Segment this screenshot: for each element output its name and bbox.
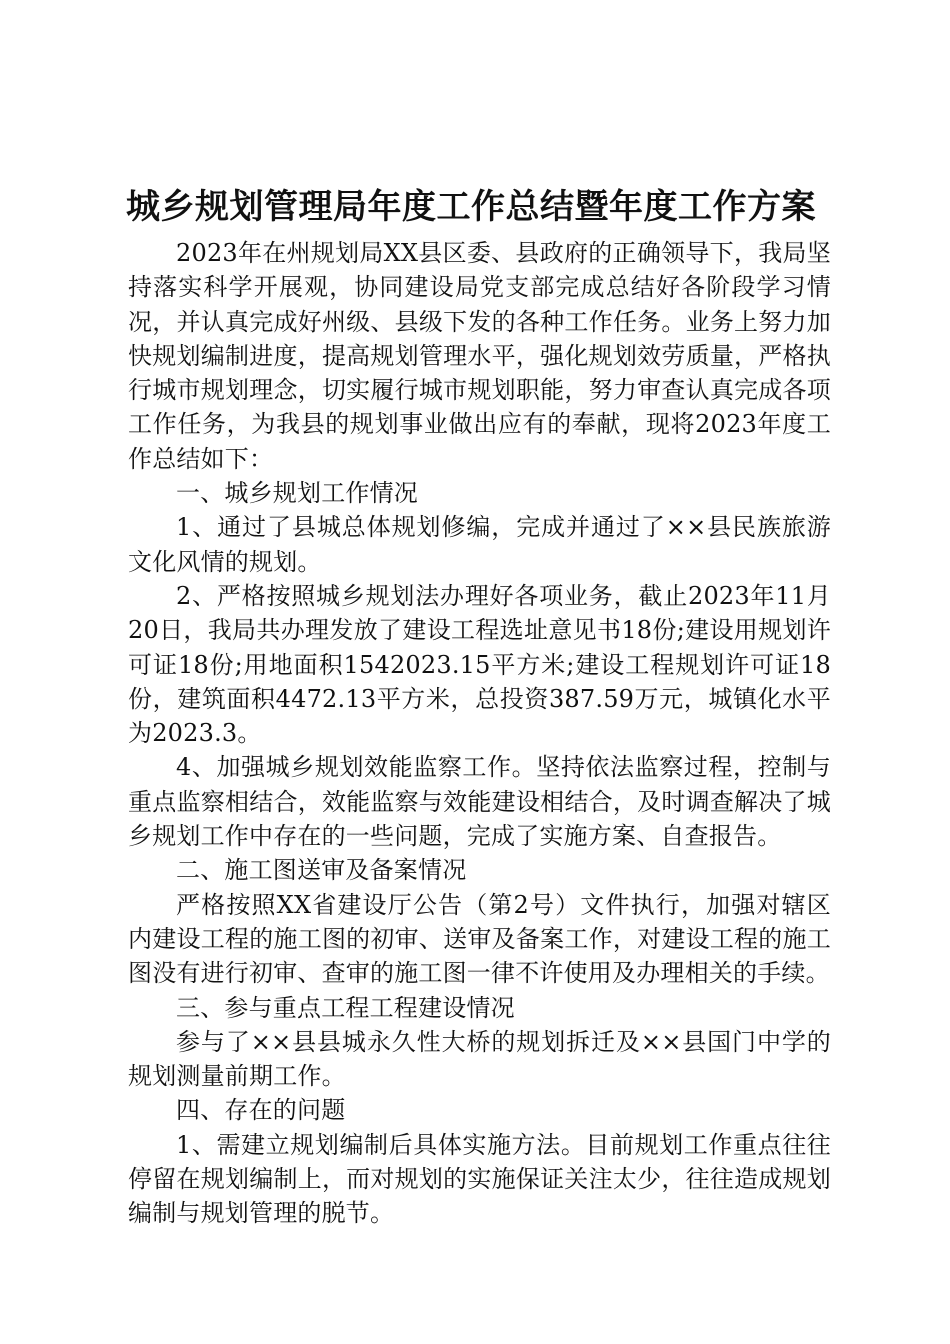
section-4-paragraph: 1、需建立规划编制后具体实施方法。目前规划工作重点往往停留在规划编制上，而对规划的实施保证关注太少，往往造成规划编制与规划管理的脱节。 [128, 1130, 831, 1228]
document-title: 城乡规划管理局年度工作总结暨年度工作方案 [126, 187, 816, 227]
paragraph-item-2: 2、严格按照城乡规划法办理好各项业务，截止2023年11月20日，我局共办理发放了建设工程选址意见书18份;建设用规划许可证18份;用地面积1542023.15平方米;建设工程规划许可证18份，建筑面积4472.13平方米，总投资387.59万元，城镇化水平为2023.3。 [128, 581, 831, 748]
section-2-paragraph: 严格按照XX省建设厅公告（第2号）文件执行，加强对辖区内建设工程的施工图的初审、送审及备案工作，对建设工程的施工图没有进行初审、查审的施工图一律不许使用及办理相关的手续。 [128, 890, 831, 988]
paragraph-item-1: 1、通过了县城总体规划修编，完成并通过了××县民族旅游文化风情的规划。 [128, 513, 831, 576]
paragraph-item-4: 4、加强城乡规划效能监察工作。坚持依法监察过程，控制与重点监察相结合，效能监察与效能建设相结合，及时调查解决了城乡规划工作中存在的一些问题，完成了实施方案、自查报告。 [128, 753, 831, 851]
section-heading-1: 一、城乡规划工作情况 [176, 479, 418, 508]
section-heading-3: 三、参与重点工程工程建设情况 [176, 993, 515, 1022]
section-heading-2: 二、施工图送审及备案情况 [176, 856, 467, 885]
document-body [128, 236, 831, 1231]
section-heading-4: 四、存在的问题 [176, 1096, 346, 1125]
intro-paragraph: 2023年在州规划局XX县区委、县政府的正确领导下，我局坚持落实科学开展观，协同建设局党支部完成总结好各阶段学习情况，并认真完成好州级、县级下发的各种工作任务。业务上努力加快规划编制进度，提高规划管理水平，强化规划效劳质量，严格执行城市规划理念，切实履行城市规划职能，努力审查认真完成各项工作任务，为我县的规划事业做出应有的奉献，现将2023年度工作总结如下： [128, 239, 831, 473]
section-3-paragraph: 参与了××县县城永久性大桥的规划拆迁及××县国门中学的规划测量前期工作。 [128, 1027, 831, 1091]
